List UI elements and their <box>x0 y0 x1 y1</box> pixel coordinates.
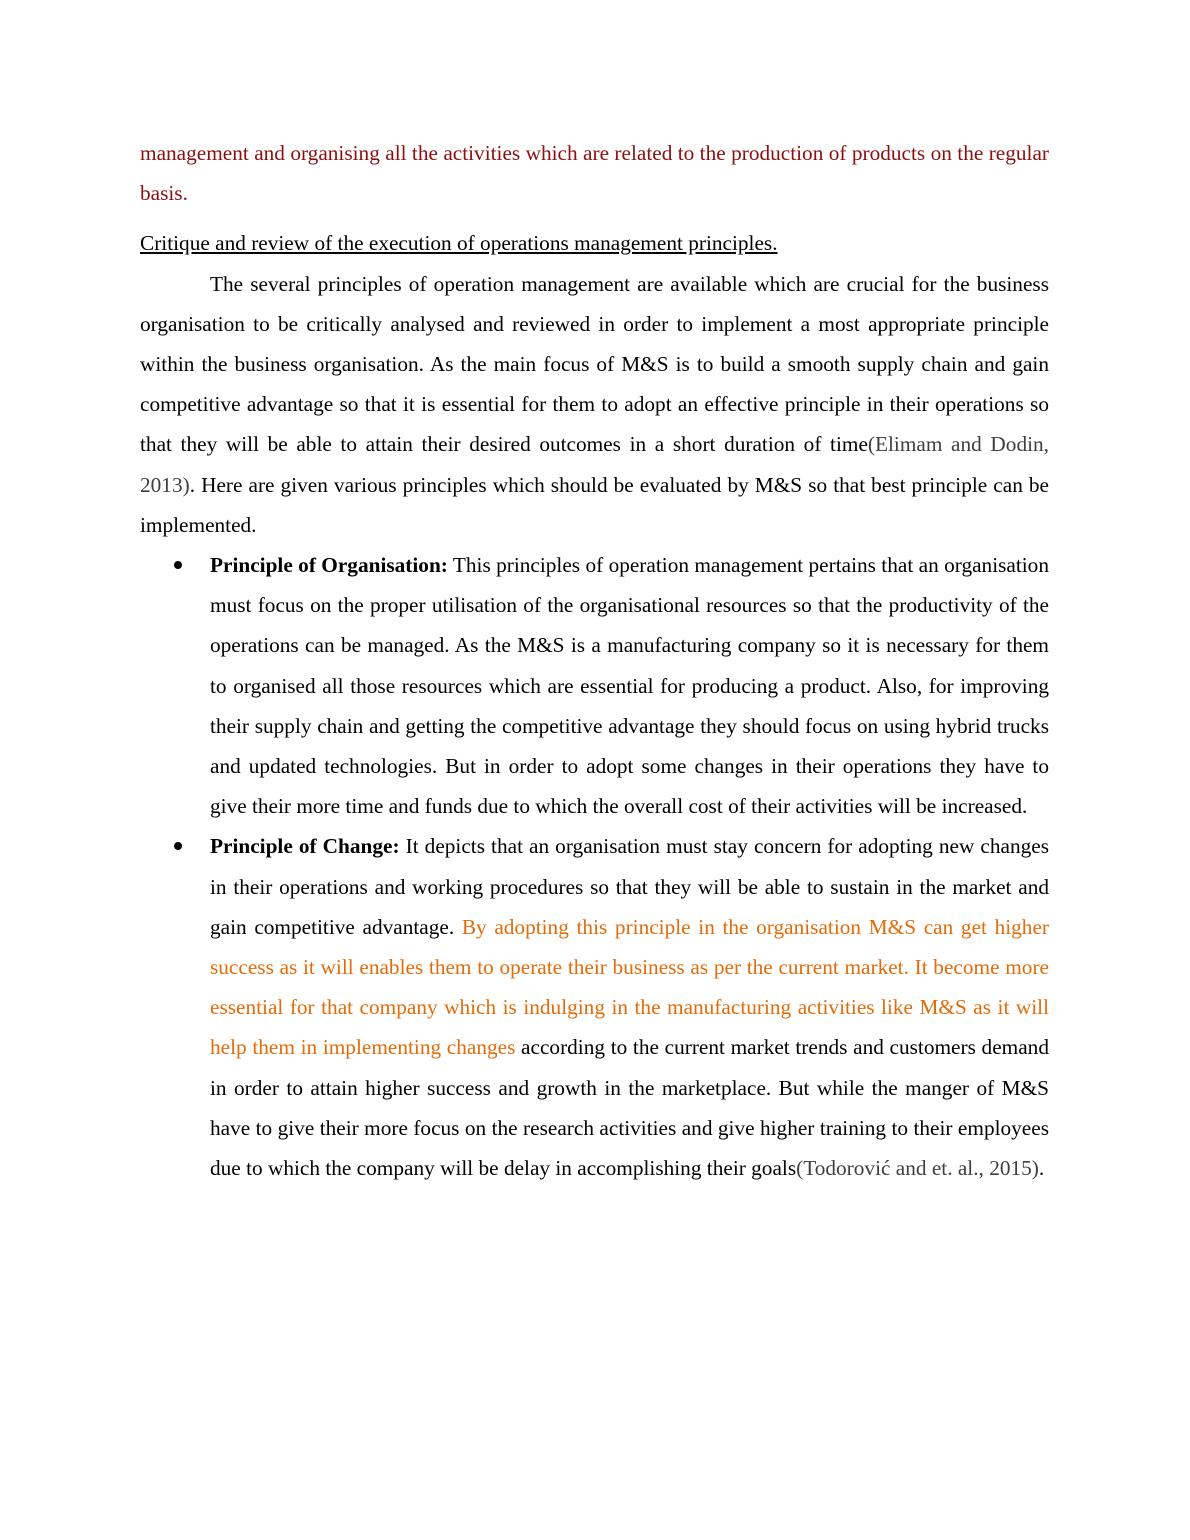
body-text-part2: . Here are given various principles which should be evaluated by M&S so that best principle can be implemented. <box>140 472 1049 537</box>
principle-text: It depicts that an organisation must stay concern for adopting new changes in their operations and working procedures so that they will be able to sustain in the market and gain competitive advantage. <box>210 834 1049 939</box>
intro-text: management and organising all the activities which are related to the production of products on the regular basis. <box>140 141 1049 206</box>
body-text-part1: The several principles of operation management are available which are crucial for the business organisation to be critically analysed and reviewed in order to implement a most appropriate principle within the business organisation. As the main focus of M&S is to build a smooth supply chain and gain competitive advantage so that it is essential for them to adopt an effective principle in their operations so that they will be able to attain their desired outcomes in a short duration of time <box>140 271 1049 457</box>
principle-text-continued: according to the current market trends and customers demand in order to attain higher success and growth in the marketplace. But while the manger of M&S have to give their more focus on the research activities and give higher training to their employees due to which the company will be delay in accomplishing their goals <box>210 1035 1049 1181</box>
body-paragraph <box>140 264 1049 545</box>
bullet-icon <box>174 842 182 850</box>
document-page <box>140 133 1049 1188</box>
section-heading <box>140 223 1049 263</box>
bullet-icon <box>174 561 182 569</box>
section-heading-text: Critique and review of the execution of operations management principles. <box>140 231 778 256</box>
intro-paragraph <box>140 133 1049 213</box>
highlighted-text: By adopting this principle in the organisation M&S can get higher success as it will enables them to operate their business as per the current market. It become more essential for that company which is indulging in the manufacturing activities like M&S as it will help them in implementing changes <box>210 914 1049 1060</box>
principles-list <box>140 545 1049 1188</box>
list-item-organisation <box>140 545 1049 826</box>
principle-text-end: . <box>1038 1156 1045 1181</box>
principle-text: This principles of operation management pertains that an organisation must focus on the proper utilisation of the organisational resources so that the productivity of the operations can be managed. As the M&S is a manufacturing company so it is necessary for them to organised all those resources which are essential for producing a product. Also, for improving their supply chain and getting the competitive advantage they should focus on using hybrid trucks and updated technologies. But in order to adopt some changes in their operations they have to give their more time and funds due to which the overall cost of their activities will be increased. <box>210 553 1049 819</box>
principle-title: Principle of Change: <box>210 834 400 859</box>
principle-title: Principle of Organisation: <box>210 553 448 578</box>
citation-elimam: (Elimam and Dodin, 2013) <box>140 432 1049 497</box>
list-item-change <box>140 826 1049 1188</box>
citation-todorovic: (Todorović and et. al., 2015) <box>796 1156 1039 1181</box>
